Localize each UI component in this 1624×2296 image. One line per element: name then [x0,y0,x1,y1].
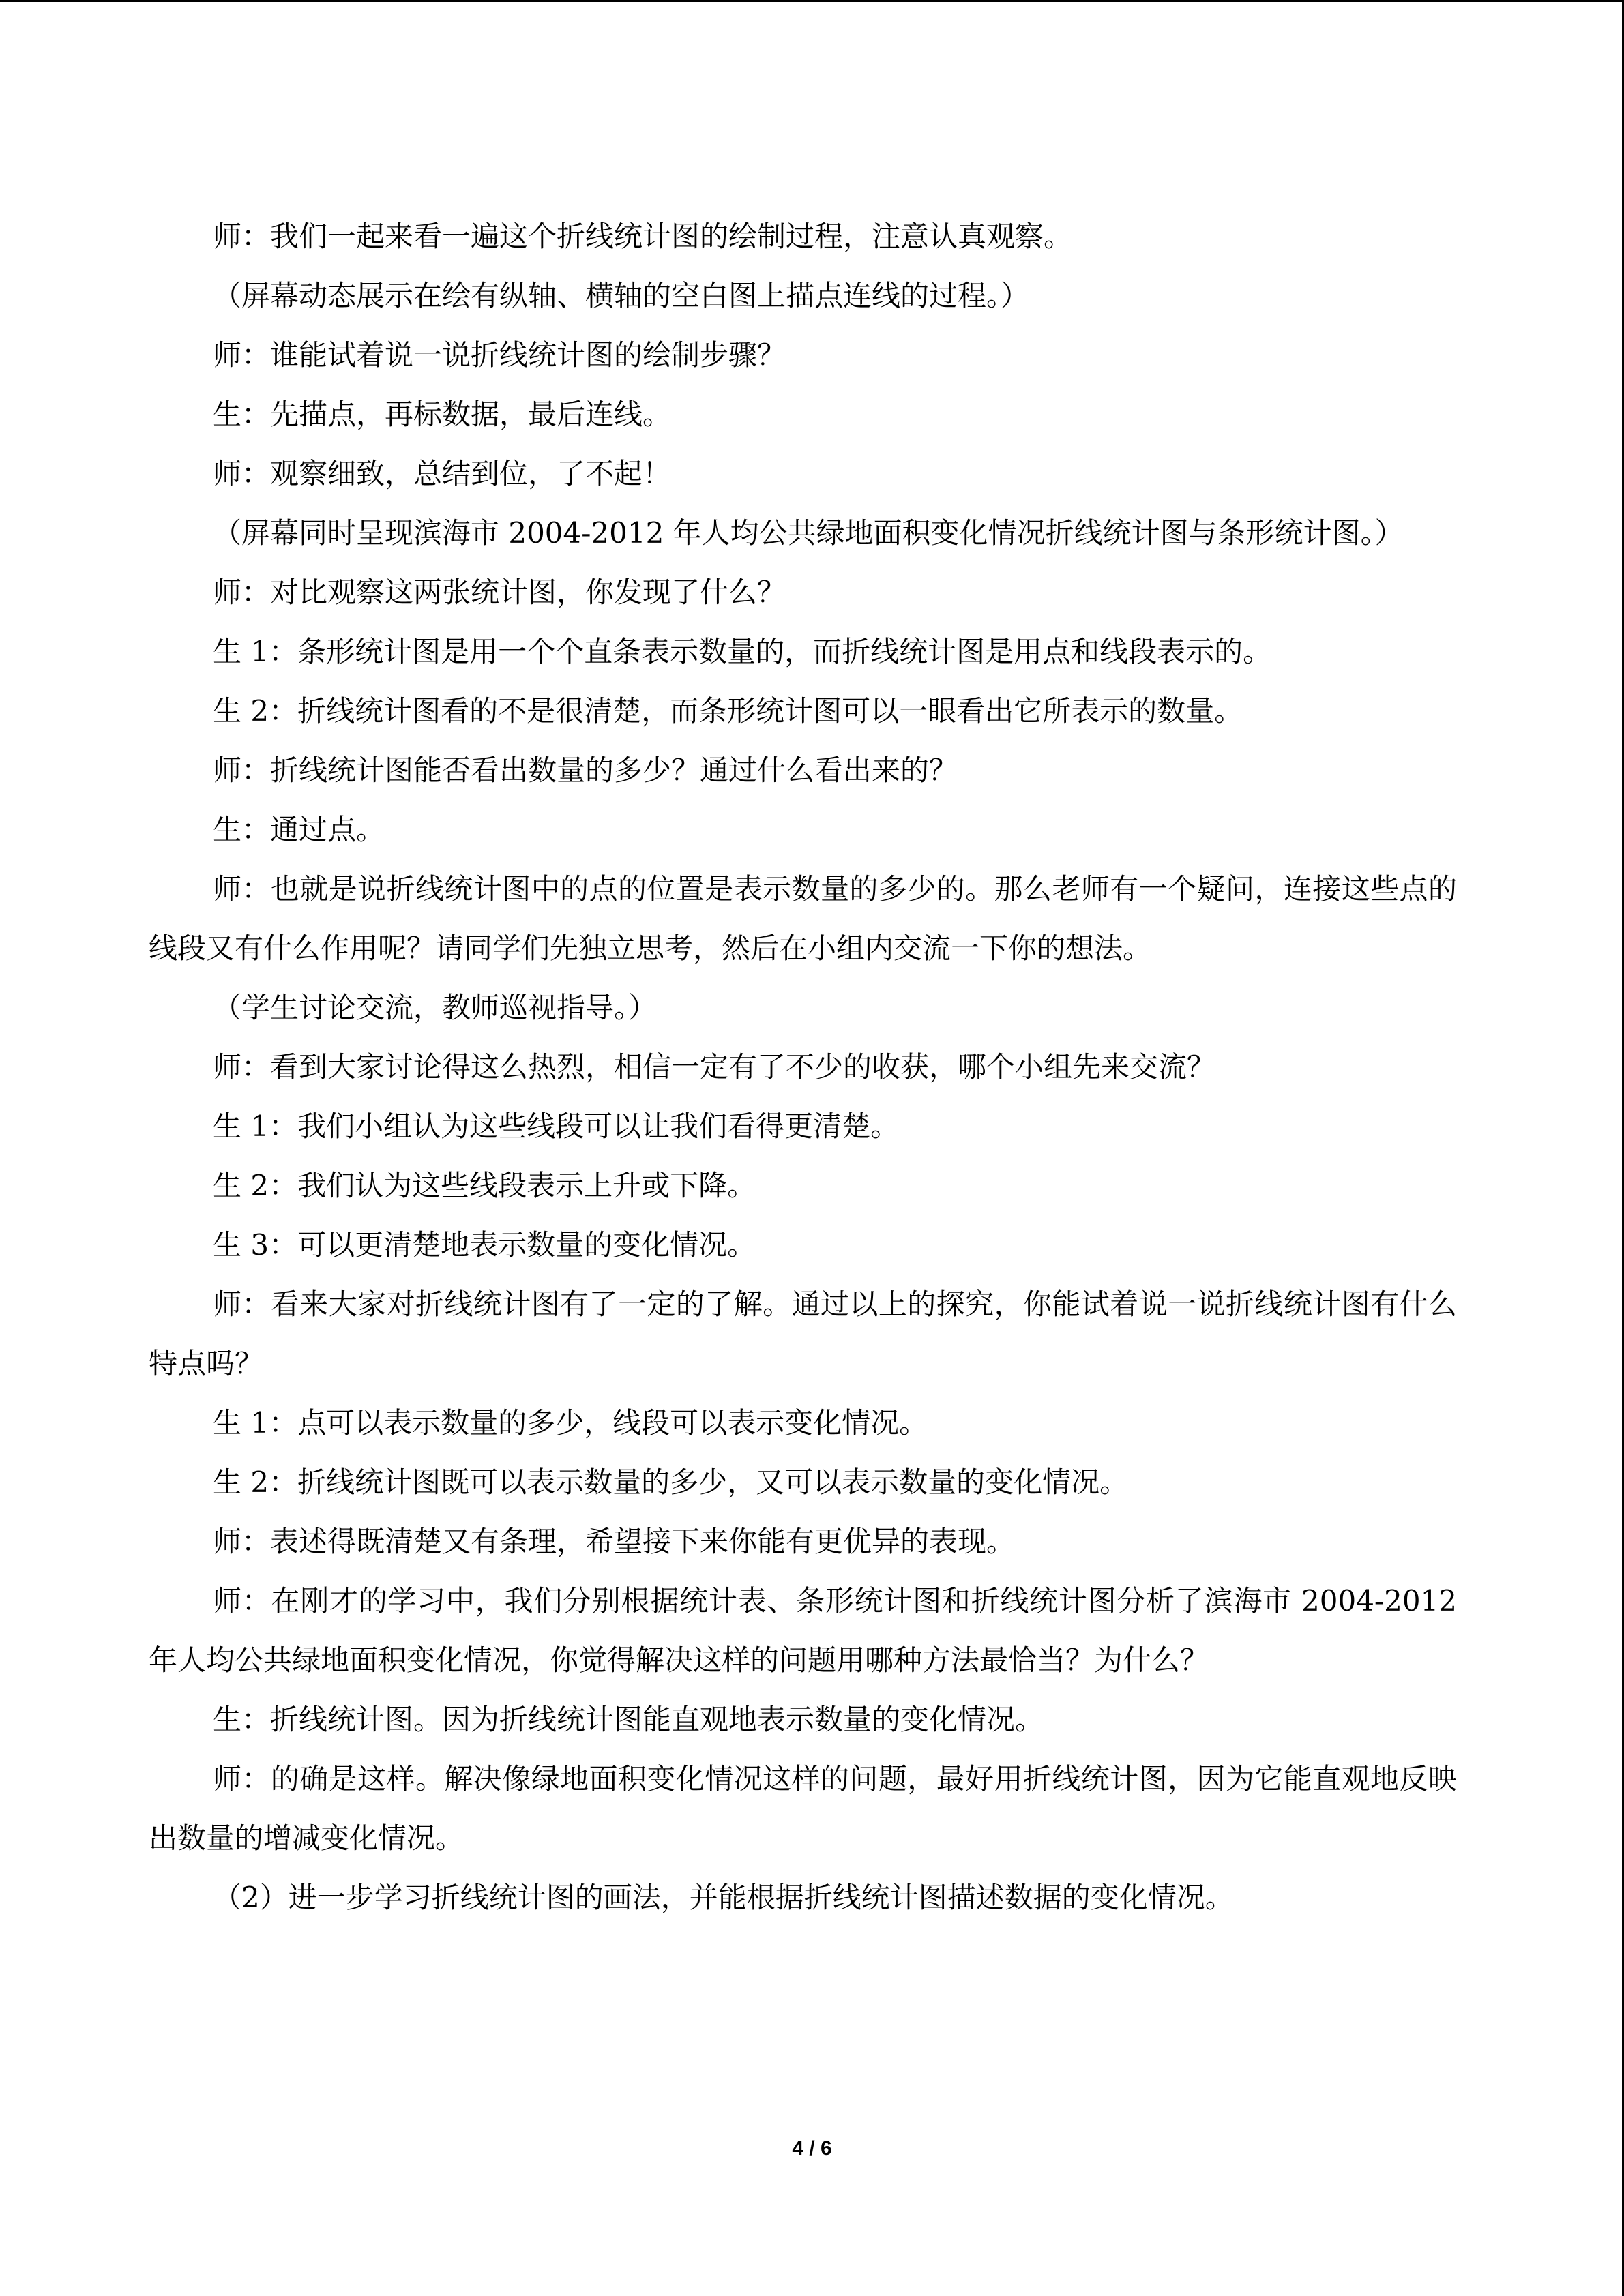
paragraph-teacher-method-question: 师：在刚才的学习中，我们分别根据统计表、条形统计图和折线统计图分析了滨海市 2004-2012 年人均公共绿地面积变化情况，你觉得解决这样的问题用哪种方法最恰当？为什么？ [149,1584,1457,1677]
paragraph-teacher-summary: 师：的确是这样。解决像绿地面积变化情况这样的问题，最好用折线统计图，因为它能直观地反映出数量的增减变化情况。 [149,1762,1457,1855]
paragraph-student2-rise-fall: 生 2：我们认为这些线段表示上升或下降。 [213,1169,756,1202]
paragraph-teacher-quantity-question: 师：折线统计图能否看出数量的多少？通过什么看出来的？ [213,754,958,787]
paragraph-student3-change: 生 3：可以更清楚地表示数量的变化情况。 [213,1228,756,1262]
paragraph-teacher-compare-question: 师：对比观察这两张统计图，你发现了什么？ [213,576,786,609]
paragraph-teacher-ask-steps: 师：谁能试着说一说折线统计图的绘制步骤？ [213,338,786,372]
paragraph-student2-bar-clearer: 生 2：折线统计图看的不是很清楚，而条形统计图可以一眼看出它所表示的数量。 [213,694,1243,728]
paragraph-teacher-watch-drawing: 师：我们一起来看一遍这个折线统计图的绘制过程，注意认真观察。 [213,220,1073,253]
paragraph-teacher-praise: 师：观察细致，总结到位，了不起！ [213,457,672,490]
paragraph-screen-animation-note: （屏幕动态展示在绘有纵轴、横轴的空白图上描点连线的过程。） [213,279,1030,312]
paragraph-student-steps-answer: 生：先描点，再标数据，最后连线。 [213,398,672,431]
page-number: 4 / 6 [792,2137,832,2160]
paragraph-student2-features: 生 2：折线统计图既可以表示数量的多少，又可以表示数量的变化情况。 [213,1465,1129,1499]
paragraph-section-2-heading: （2）进一步学习折线统计图的画法，并能根据折线统计图描述数据的变化情况。 [213,1881,1234,1914]
paragraph-student1-bar-vs-line: 生 1：条形统计图是用一个个直条表示数量的，而折线统计图是用点和线段表示的。 [213,635,1272,668]
paragraph-teacher-encourage: 师：表述得既清楚又有条理，希望接下来你能有更优异的表现。 [213,1525,1016,1558]
paragraph-student-line-chart-answer: 生：折线统计图。因为折线统计图能直观地表示数量的变化情况。 [213,1703,1044,1736]
paragraph-student-through-points: 生：通过点。 [213,813,385,846]
paragraph-teacher-line-segment-question: 师：也就是说折线统计图中的点的位置是表示数量的多少的。那么老师有一个疑问，连接这些点的线段又有什么作用呢？请同学们先独立思考，然后在小组内交流一下你的想法。 [149,872,1457,965]
paragraph-student1-clearer: 生 1：我们小组认为这些线段可以让我们看得更清楚。 [213,1109,900,1143]
paragraph-teacher-features-question: 师：看来大家对折线统计图有了一定的了解。通过以上的探究，你能试着说一说折线统计图有什么特点吗？ [149,1287,1457,1380]
document-body [149,207,1457,1927]
paragraph-discussion-note: （学生讨论交流，教师巡视指导。） [213,991,658,1024]
paragraph-screen-compare-charts-note: （屏幕同时呈现滨海市 2004-2012 年人均公共绿地面积变化情况折线统计图与条形统计图。） [213,516,1404,550]
paragraph-teacher-invite-sharing: 师：看到大家讨论得这么热烈，相信一定有了不少的收获，哪个小组先来交流？ [213,1050,1216,1084]
paragraph-student1-features: 生 1：点可以表示数量的多少，线段可以表示变化情况。 [213,1406,928,1440]
